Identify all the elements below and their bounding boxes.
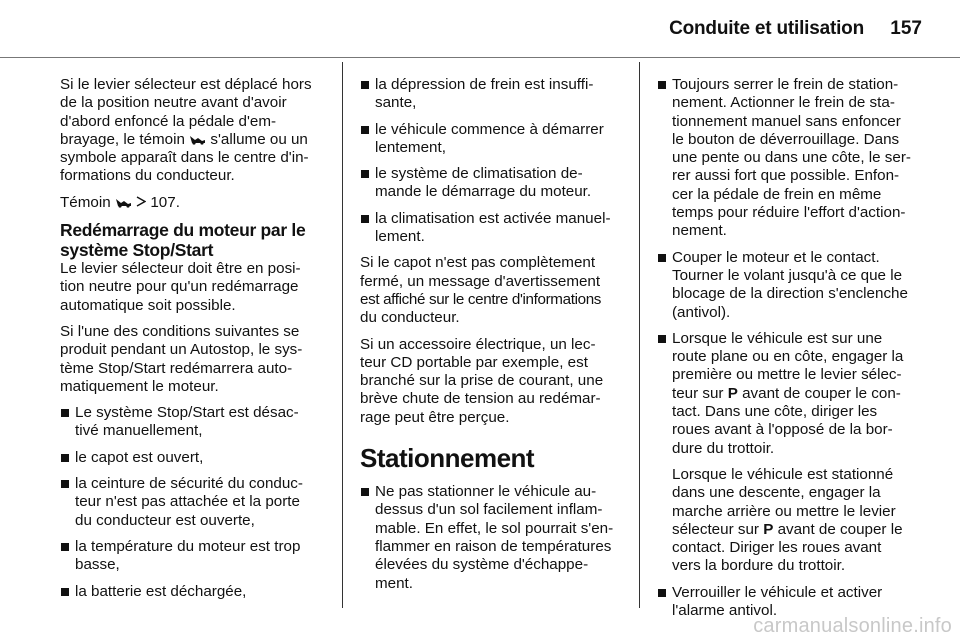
list-item: le capot est ouvert, bbox=[60, 449, 330, 467]
list-item: la ceinture de sécurité du conduc- teur n'est pas attachée et la porte du conducteur est ouverte, bbox=[60, 475, 330, 530]
square-bullet-icon bbox=[61, 454, 69, 462]
paragraph: Si l'une des conditions suivantes se produit pendant un Autostop, le sys- tème Stop/Start redémarrera auto- matiquement le moteur. bbox=[60, 322, 303, 395]
list-item: Toujours serrer le frein de station- nement. Actionner le frein de sta- tionnement manuel sans enfoncer le bouton de déverrouillage. Dans une pente ou dans une côte, le ser- rer aussi fort que possible. Enfon- cer la pédale de frein en même temps pour réduire l'effort d'action- nement. bbox=[657, 76, 927, 241]
column-2 bbox=[360, 76, 624, 601]
square-bullet-icon bbox=[361, 215, 369, 223]
square-bullet-icon bbox=[658, 335, 666, 343]
list-item: la température du moteur est trop basse, bbox=[60, 538, 330, 575]
column-1 bbox=[60, 76, 330, 609]
square-bullet-icon bbox=[658, 81, 666, 89]
header-divider bbox=[0, 57, 960, 58]
page-title: Conduite et utilisation bbox=[669, 18, 864, 39]
column-3 bbox=[657, 76, 927, 628]
square-bullet-icon bbox=[61, 480, 69, 488]
paragraph: Si le capot n'est pas complètement fermé, un message d'avertissement est affiché sur le centre d'informations du conducteur. bbox=[360, 254, 602, 327]
paragraph: Le levier sélecteur doit être en posi- tion neutre pour qu'un redémarrage automatique soit possible. bbox=[60, 260, 301, 314]
page-number: 157 bbox=[890, 18, 922, 39]
paragraph: Si un accessoire électrique, un lec- teur CD portable par exemple, est branché sur la prise de courant, une brève chute de tension au redémar- rage peut être perçue. bbox=[360, 335, 604, 426]
square-bullet-icon bbox=[361, 170, 369, 178]
list-item: le véhicule commence à démarrer lentement, bbox=[360, 121, 624, 158]
square-bullet-icon bbox=[61, 409, 69, 417]
sub-paragraph: Lorsque le véhicule est stationné dans une descente, engager la marche arrière ou mettre le levier sélecteur sur P avant de couper le contact. Diriger les roues avant vers la bordure du trottoir. bbox=[672, 465, 903, 575]
reference-arrow-icon bbox=[136, 196, 146, 207]
square-bullet-icon bbox=[658, 589, 666, 597]
stop-start-car-icon bbox=[189, 134, 206, 145]
list-item: Ne pas stationner le véhicule au- dessus d'un sol facilement inflam- mable. En effet, le sol pourrait s'en- flammer en raison de températures élevées du système d'échappe- ment. bbox=[360, 483, 624, 593]
list-item: Lorsque le véhicule est sur une route plane ou en côte, engager la première ou mettre le levier sélec- teur sur P avant de couper le con- tact. Dans une côte, diriger les roues avant à l'opposé de la bor- dure du trottoir. bbox=[657, 330, 927, 458]
page-header bbox=[0, 18, 960, 48]
temoin-reference: Témoin 107. bbox=[60, 193, 180, 211]
square-bullet-icon bbox=[361, 81, 369, 89]
list-item: la climatisation est activée manuel- lement. bbox=[360, 210, 624, 247]
square-bullet-icon bbox=[361, 126, 369, 134]
stop-start-car-icon bbox=[115, 197, 132, 208]
square-bullet-icon bbox=[658, 254, 666, 262]
column-divider-2 bbox=[639, 62, 640, 608]
column-divider-1 bbox=[342, 62, 343, 608]
list-item: Verrouiller le véhicule et activer l'alarme antivol. bbox=[657, 584, 927, 621]
list-item: Le système Stop/Start est désac- tivé manuellement, bbox=[60, 404, 330, 441]
section-heading: Stationnement bbox=[360, 443, 535, 474]
list-item: la batterie est déchargée, bbox=[60, 583, 330, 601]
square-bullet-icon bbox=[361, 488, 369, 496]
intro-paragraph: Si le levier sélecteur est déplacé hors de la position neutre avant d'avoir d'abord enfoncé la pédale d'em- brayage, le témoin s'allume ou un symbole apparaît dans le centre d'in- formations du conducteur. bbox=[60, 76, 312, 185]
section-subheading: Redémarrage du moteur par le système Stop/Start bbox=[60, 220, 306, 261]
list-item: la dépression de frein est insuffi- sante, bbox=[360, 76, 624, 113]
square-bullet-icon bbox=[61, 588, 69, 596]
list-item: Couper le moteur et le contact. Tourner le volant jusqu'à ce que le blocage de la direction s'enclenche (antivol). bbox=[657, 249, 927, 322]
list-item: le système de climatisation de- mande le démarrage du moteur. bbox=[360, 165, 624, 202]
square-bullet-icon bbox=[61, 543, 69, 551]
watermark: carmanualsonline.info bbox=[753, 615, 952, 637]
